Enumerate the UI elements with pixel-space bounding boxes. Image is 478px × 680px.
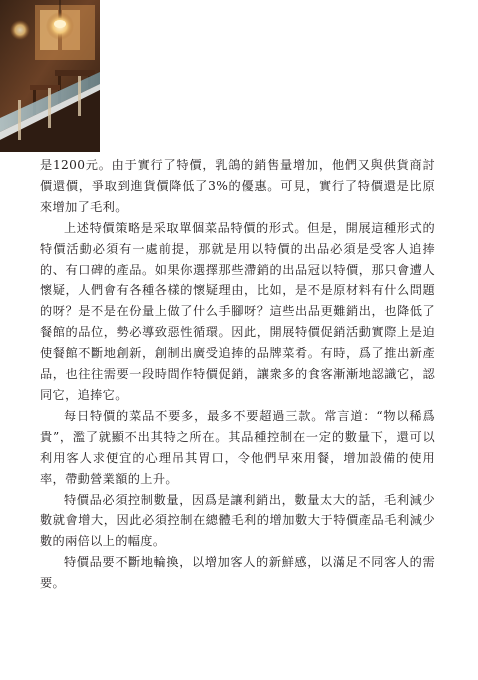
- paragraph: 是1200元。由于實行了特價，乳鴿的銷售量增加，他們又與供貨商討價還價，爭取到進貨價降低了3%的優惠。可見，實行了特價還是比原來增加了毛利。: [40, 158, 435, 214]
- paragraph: 上述特價策略是采取單個菜品特價的形式。但是，開展這種形式的特價活動必須有一處前提，那就是用以特價的出品必須是受客人追捧的、有口碑的產品。如果你選擇那些滯銷的出品冠以特價，那只會遭人懷疑，人們會有各種各樣的懷疑理由，比如，是不是原材料有什么問題的呀？是不是在份量上做了什么手腳呀？這些出品更難銷出，也降低了餐館的品位，勢必導致惡性循環。因此，開展特價促銷活動實際上是迫使餐館不斷地創新，創制出廣受追捧的品牌菜肴。有時，爲了推出新產品，也往往需要一段時間作特價促銷，讓衆多的食客漸漸地認識它，認同它，追捧它。: [40, 220, 435, 402]
- restaurant-photo: [0, 0, 100, 152]
- paragraph: 特價品必須控制數量，因爲是讓利銷出，數量太大的話，毛利減少數就會增大，因此必須控制在總體毛利的增加數大于特價產品毛利減少數的兩倍以上的幅度。: [40, 492, 435, 549]
- paragraph: 特價品要不斷地輪換，以增加客人的新鮮感，以滿足不同客人的需要。: [40, 555, 435, 591]
- article-body: [40, 155, 435, 594]
- paragraph: 每日特價的菜品不要多，最多不要超過三款。常言道：“物以稀爲貴”，濫了就顯不出其特之所在。其品種控制在一定的數量下，還可以利用客人求便宜的心理吊其胃口，令他們早來用餐，增加設備的使用率，帶動營業額的上升。: [40, 408, 435, 486]
